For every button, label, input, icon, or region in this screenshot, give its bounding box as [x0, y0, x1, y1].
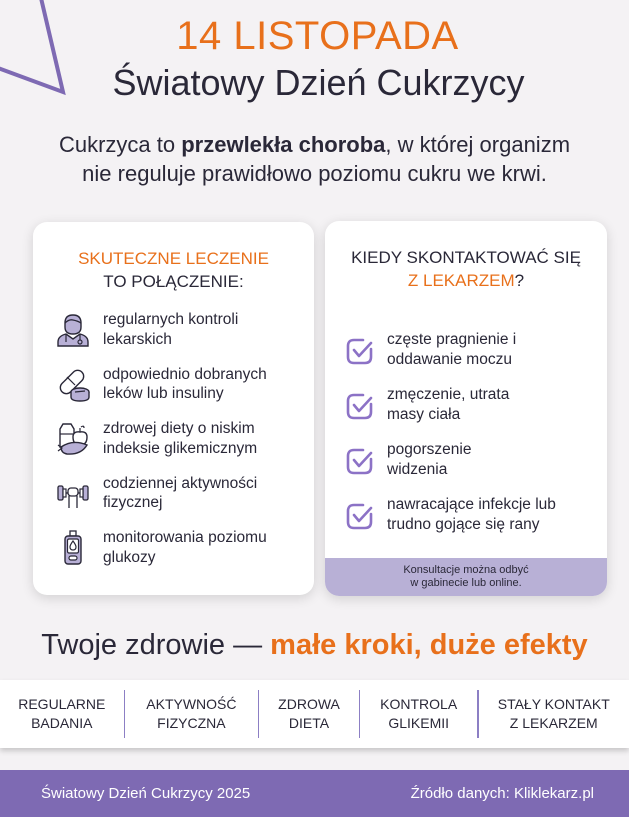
- item-text: pogorszenie: [387, 441, 472, 458]
- list-item: [33, 528, 314, 583]
- item-text: nawracające infekcje lub: [387, 496, 556, 513]
- strip-text: FIZYCZNA: [157, 715, 226, 731]
- list-item: [33, 474, 314, 529]
- footer-event-label: Światowy Dzień Cukrzycy 2025: [41, 785, 251, 802]
- list-item: [33, 310, 314, 365]
- strip-item-doctor-contact: [479, 680, 629, 748]
- check-icon: [345, 391, 375, 421]
- item-text: zmęczenie, utrata: [387, 386, 510, 403]
- tagline-prefix: Twoje zdrowie —: [41, 629, 271, 661]
- item-text: widzenia: [387, 460, 448, 478]
- doctor-icon: [55, 312, 91, 348]
- tagline-accent: małe kroki, duże efekty: [270, 629, 588, 661]
- heading-suffix: ?: [514, 271, 525, 290]
- treatment-card-heading: [33, 247, 314, 293]
- item-text: częste pragnienie i: [387, 331, 517, 348]
- item-text: lekarskich: [103, 330, 172, 348]
- health-steps-strip: [0, 680, 629, 748]
- heading-line-1: KIEDY SKONTAKTOWAĆ SIĘ: [351, 248, 581, 267]
- intro-line-2: nie reguluje prawidłowo poziomu cukru we krwi.: [82, 161, 547, 186]
- item-text: monitorowania poziomu: [103, 529, 267, 546]
- symptoms-list: [325, 330, 607, 550]
- glucometer-icon: [55, 530, 91, 566]
- list-item: [325, 495, 607, 550]
- intro-text-part: , w której organizm: [385, 132, 571, 157]
- dumbbell-icon: [55, 476, 91, 512]
- pills-icon: [55, 367, 91, 403]
- heading-line-1: SKUTECZNE LECZENIE: [78, 249, 269, 268]
- tagline: [0, 627, 629, 663]
- doctor-card-heading: [325, 246, 607, 292]
- strip-text: STAŁY KONTAKT: [497, 696, 610, 712]
- list-item: [33, 365, 314, 420]
- check-icon: [345, 501, 375, 531]
- heading-accent: Z LEKARZEM: [407, 271, 515, 290]
- item-text: oddawanie moczu: [387, 350, 512, 368]
- consultation-note: [325, 558, 607, 596]
- check-icon: [345, 446, 375, 476]
- strip-text: Z LEKARZEM: [509, 715, 598, 731]
- page-title: Światowy Dzień Cukrzycy: [112, 62, 525, 103]
- item-text: codziennej aktywności: [103, 474, 258, 492]
- check-icon: [345, 336, 375, 366]
- doctor-contact-card: [325, 221, 607, 596]
- intro-text: [0, 130, 629, 188]
- item-text: glukozy: [103, 548, 156, 566]
- item-text: indeksie glikemicznym: [103, 439, 258, 457]
- item-text: masy ciała: [387, 405, 461, 423]
- healthy-food-icon: [55, 421, 91, 457]
- strip-text: GLIKEMII: [388, 715, 450, 731]
- strip-text: ZDROWA: [278, 696, 340, 712]
- intro-bold: przewlekła choroba: [181, 132, 386, 157]
- item-text: regularnych kontroli: [103, 311, 239, 328]
- strip-item-regular-checkups: [0, 680, 124, 748]
- strip-item-healthy-diet: [259, 680, 359, 748]
- list-item: [33, 419, 314, 474]
- item-text: trudno gojące się rany: [387, 515, 540, 533]
- item-text: odpowiednio dobranych: [103, 365, 267, 383]
- strip-text: AKTYWNOŚĆ: [146, 696, 237, 712]
- date-title: 14 LISTOPADA: [176, 14, 459, 58]
- treatment-list: [33, 310, 314, 583]
- intro-text-part: Cukrzyca to: [58, 132, 182, 157]
- heading-line-2: TO POŁĄCZENIE:: [103, 272, 244, 291]
- footer: [0, 770, 629, 817]
- note-line-2: w gabinecie lub online.: [410, 577, 522, 589]
- strip-text: KONTROLA: [380, 696, 458, 712]
- list-item: [325, 385, 607, 440]
- item-text: leków lub insuliny: [103, 385, 224, 402]
- strip-item-physical-activity: [125, 680, 258, 748]
- header: [0, 14, 629, 105]
- strip-text: REGULARNE: [18, 696, 106, 712]
- item-text: zdrowej diety o niskim: [103, 420, 255, 437]
- strip-item-glycemia-control: [360, 680, 477, 748]
- list-item: [325, 330, 607, 385]
- treatment-card: [33, 222, 314, 595]
- item-text: fizycznej: [103, 494, 163, 511]
- strip-text: BADANIA: [31, 715, 93, 731]
- footer-source: Źródło danych: Kliklekarz.pl: [410, 785, 594, 802]
- strip-text: DIETA: [288, 715, 330, 731]
- note-line-1: Konsultacje można odbyć: [403, 564, 529, 576]
- list-item: [325, 440, 607, 495]
